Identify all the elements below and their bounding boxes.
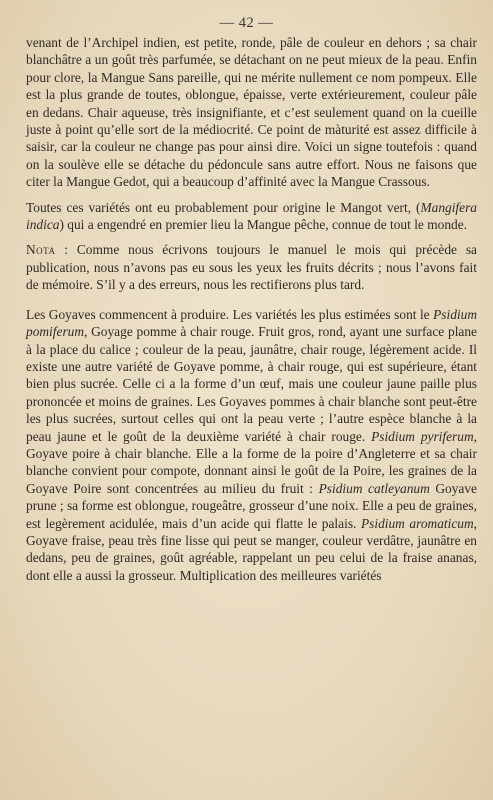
- paragraph-text: Les Goyaves commencent à produire. Les variétés les plus estimées sont le: [26, 306, 434, 322]
- paragraph-mangue-varietes: [26, 34, 477, 191]
- latin-name: Psidium catleyanum: [318, 480, 430, 496]
- paragraph-text: , Goyage pomme à chair rouge. Fruit gros, rond, ayant une surface plane à la place du calice ; couleur de la peau, jaunâtre, chair rouge, légèrement acide. Il existe une autre variété de Goyave pomme, à chair rouge, qui est supérieure, étant bien plus sucrée. Celle ci a la forme d’un œuf, mais une couleur jaune paille plus prononcée et moins de graines. Les Goyaves pommes à chair blanche sont peut-être les plus sucrées, surtout celles qui ont la peau verte ; l’autre espèce blanche à la peau jaune et le goût de la deuxième variété à chair rouge.: [26, 324, 477, 444]
- nota-label: Nota: [26, 242, 56, 258]
- paragraph-text: Goyave prune ; sa forme est oblongue, rougeâtre, grosseur d’une noix. Elle a peu de graines, est legèrement acidulée, mais d’un acide qui flatte le palais.: [26, 480, 477, 531]
- latin-name: Psidium aromaticum: [360, 515, 474, 531]
- latin-name: Psidium pyriferum: [371, 428, 474, 444]
- page-number: — 42 —: [219, 15, 274, 31]
- paragraph-nota: [26, 241, 477, 293]
- latin-name: Psidium pomiferum: [26, 306, 477, 340]
- paragraph-text: , Goyave fraise, peau très fine lisse qui peut se manger, couleur verdâtre, jaunâtre en dedans, peu de graines, goût agréable, rappelant un peu celui de la fraise ananas, dont elle a aussi la grosseur. Multiplication des meilleures variétés: [26, 515, 477, 583]
- paragraph-text: venant de l’Archipel indien, est petite, ronde, pâle de couleur en dehors ; sa chair blanchâtre a un goût très parfumée, se détachant on ne peut mieux de la peau. Enfin pour clore, la Mangue Sans pareille, qui ne mérite nullement ce nom pompeux. Elle est la plus grande de toutes, oblongue, épaisse, verte extérieurement, couleur pâle en dedans. Chair aqueuse, très insignifiante, et c’est seulement quand on la cueille juste à point qu’elle sort de la médiocrité. Ce point de màturité est assez difficile à saisir, car la couleur ne change pas pour ainsi dire. Voici un signe toutefois : quand on la soulève elle se détache du pédoncule sans autre effort. Nous ne faisons que citer la Mangue Gedot, qui a beaucoup d’affinité avec la Mangue Crassous.: [26, 35, 477, 190]
- paragraph-gap: [26, 191, 477, 199]
- paragraph-gap: [26, 294, 477, 306]
- paragraph-text: , Goyave poire à chair blanche. Elle a la forme de la poire d’Angleterre et sa chair blanche convient pour compote, donnant ainsi le goût de la Poire, les graines de la Goyave Poire sont concentrées au milieu du fruit :: [26, 428, 477, 496]
- paragraph-text: ) qui a engendré en premier lieu la Mangue pêche, connue de tout le monde.: [59, 217, 467, 233]
- body-text: [26, 34, 477, 584]
- paragraph-text: Toutes ces variétés ont eu probablement pour origine le Mangot vert, (: [26, 199, 421, 215]
- paragraph-text: : Comme nous écrivons toujours le manuel le mois qui précède sa publication, nous n’avons pas eu sous les yeux les fruits décrits ; nous l’avons fait de mémoire. S’il y a des erreurs, nous les rectifierons plus tard.: [26, 242, 477, 293]
- paragraph-gap: [26, 233, 477, 241]
- paragraph-mangot-origine: [26, 199, 477, 234]
- paragraph-goyaves: [26, 306, 477, 585]
- latin-name: Mangifera indica: [26, 199, 477, 233]
